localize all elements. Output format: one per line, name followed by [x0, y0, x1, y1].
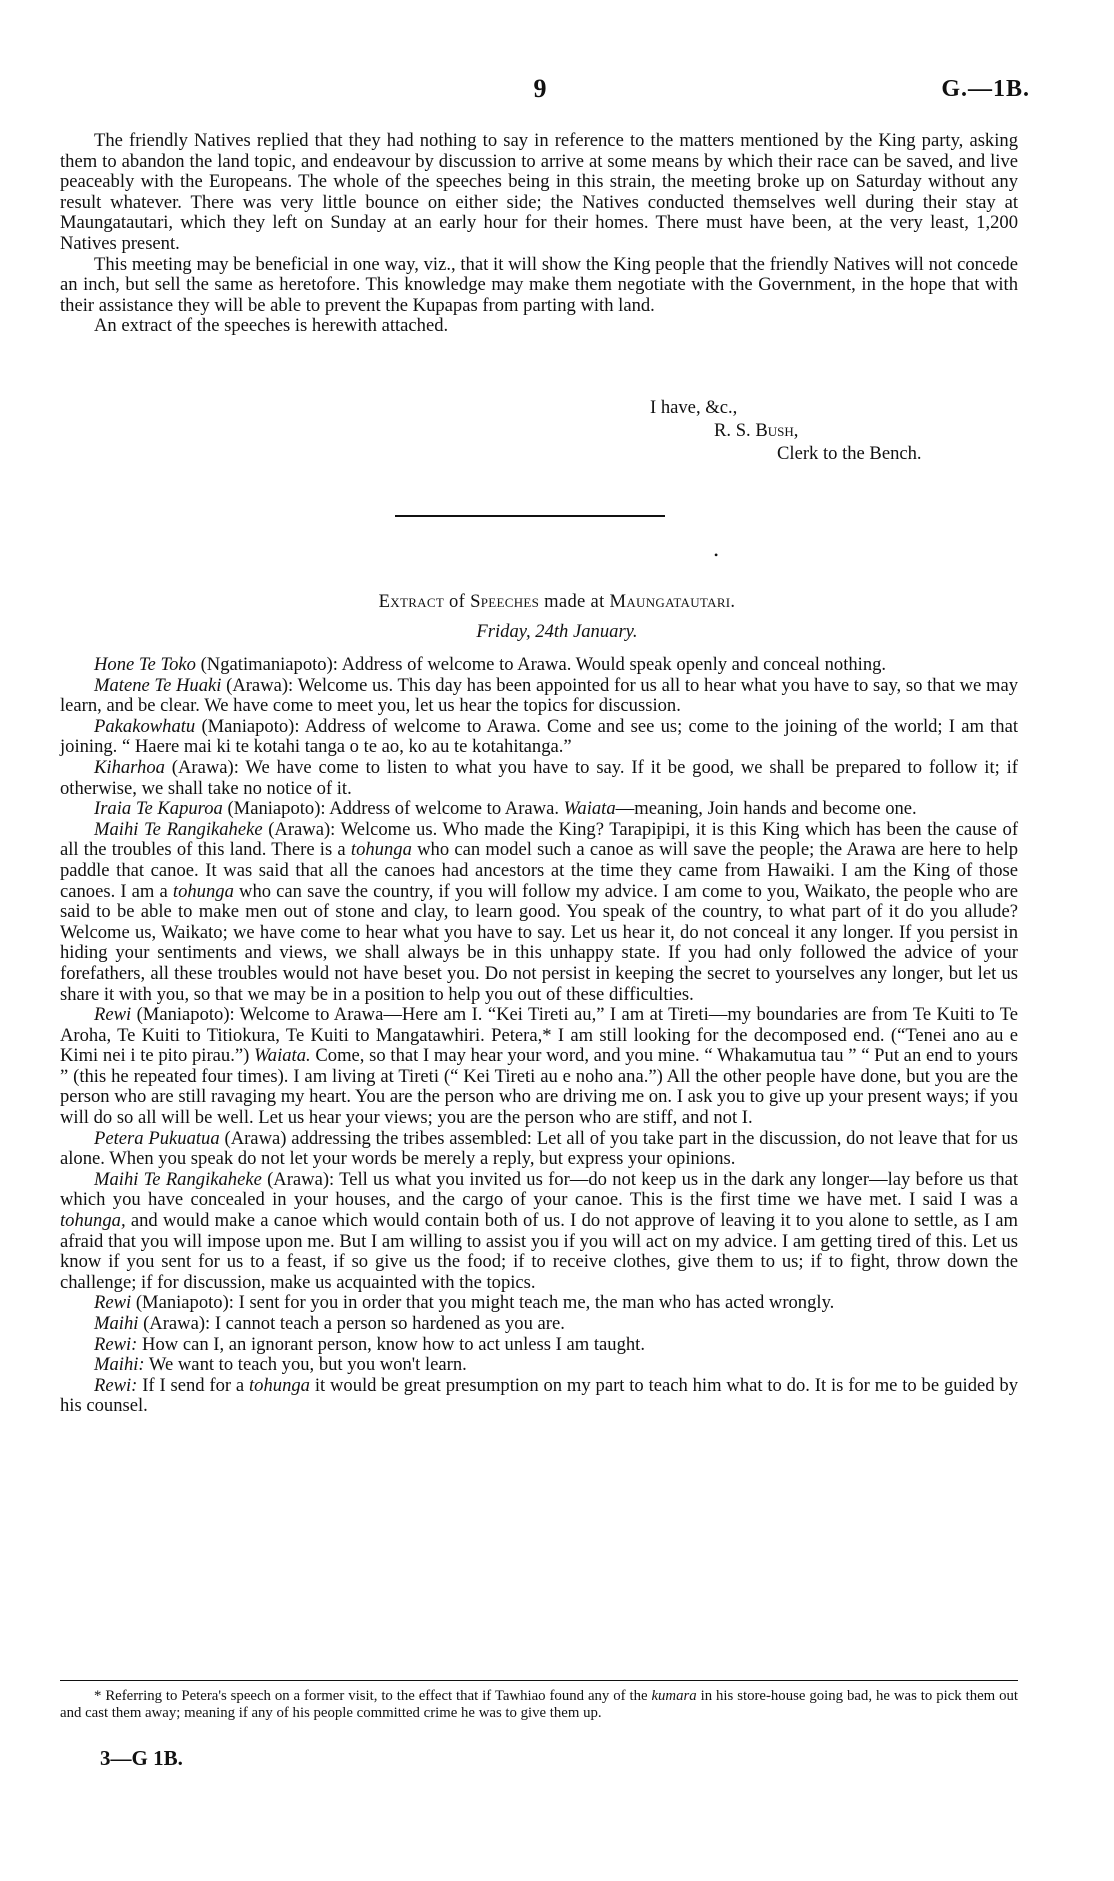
speaker-name: Maihi Te Rangikaheke — [94, 1168, 262, 1190]
speech-text: We want to teach you, but you won't learn. — [148, 1354, 467, 1376]
footnote-text: * Referring to Petera's speech on a former visit, to the effect that if Tawhiao found any of the — [94, 1688, 648, 1704]
speech-paragraph — [60, 1355, 1018, 1376]
speech-paragraph — [60, 1314, 1018, 1335]
speech-text: We have come to listen to what you have to say. If it be good, we shall be prepared to follow it; if otherwise, we shall take no notice of it. — [60, 756, 1018, 799]
speech-text: Address of welcome to Arawa. Come and see us; come to the joining of the world; I am that joining. “ Haere mai ki te kotahi tanga o te ao, ko au te kotahitanga.” — [60, 715, 1019, 758]
speaker-tribe: (Ngatimaniapoto): — [200, 654, 338, 675]
speaker-name: Iraia Te Kapuroa — [94, 798, 223, 820]
speech-text: I cannot teach a person so hardened as you are. — [214, 1313, 565, 1334]
speaker-name: Petera Pukuatua — [94, 1127, 220, 1149]
speech-italic: tohunga — [172, 880, 234, 902]
speaker-tribe: (Arawa): — [171, 756, 239, 778]
speech-paragraph — [60, 655, 1018, 676]
speech-paragraph — [60, 799, 1018, 820]
speech-paragraph — [60, 1129, 1018, 1170]
speech-text: Welcome us. Who made the King? Tarapipipi, it is this King which has been the cause of all the troubles of this land. There is a — [60, 818, 1019, 861]
speech-text: —meaning, Join hands and become one. — [615, 798, 917, 820]
speech-paragraph — [60, 1335, 1018, 1356]
title-place: Maungatautari. — [609, 591, 736, 612]
title-of: of — [449, 591, 466, 612]
speaker-tribe: (Maniapoto): — [201, 715, 300, 737]
speaker-name: Maihi Te Rangikaheke — [94, 818, 263, 840]
speeches-section — [60, 655, 1018, 1417]
speaker-tribe: (Maniapoto): — [136, 1004, 235, 1026]
speaker-name: Maihi: — [94, 1354, 145, 1376]
footnote-italic: kumara — [651, 1688, 697, 1704]
extract-title — [0, 591, 1114, 613]
speech-paragraph — [60, 676, 1018, 717]
speaker-name: Pakakowhatu — [94, 715, 196, 737]
signature-name — [714, 420, 798, 442]
speech-paragraph — [60, 1293, 1018, 1314]
speech-text: who can save the country, if you will follow my advice. I am come to you, Waikato, the people who are said to be able to make men out of stone and clay, to learn good. You speak of the country, to what part of it do you allude? Welcome us, Waikato; we have come to hear what you have to say. Let us hear it, do not conceal it any longer. If you persist in hiding your sentiments and views, we shall always be in this unhappy state. If you had only followed the advice of your forefathers, all these troubles would not have beset you. Do not persist in keeping the secret to yourselves any longer, but let us share it with you, so that we may be in a position to help you out of these difficulties. — [60, 880, 1019, 1005]
footnote — [60, 1688, 1018, 1722]
bullet-dot: • — [714, 548, 719, 562]
speaker-name: Maihi — [94, 1313, 139, 1334]
footnote-divider — [60, 1680, 1018, 1681]
title-extract: Extract — [378, 591, 445, 612]
speech-text: Let all of you take part in the discussion, do not leave that for us alone. When you speak do not let your words be merely a reply, but express your opinions. — [60, 1127, 1019, 1170]
speaker-name: Matene Te Huaki — [94, 674, 222, 696]
signature-name-text: R. S. Bush, — [714, 420, 799, 441]
speech-italic: Waiata. — [254, 1045, 311, 1067]
speech-italic: tohunga — [350, 839, 412, 861]
speech-text: Come, so that I may hear your word, and you mine. “ Whakamutua tau ” “ Put an end to yours ” (this he repeated four times). I am living at Tireti (“ Kei Tireti au e noho ana.”) All the other people have done, but you are the person who are still ravaging my heart. You are the person who are driving me on. I ask you to give up your present ways; if you will do so all will be well. Let us hear your views; you are the person who are stiff, and not I. — [60, 1045, 1018, 1129]
section-divider — [395, 515, 665, 517]
speech-paragraph — [60, 1170, 1018, 1294]
title-made-at: made at — [544, 591, 605, 612]
speech-text: How can I, an ignorant person, know how to act unless I am taught. — [142, 1333, 645, 1355]
speech-paragraph — [60, 758, 1018, 799]
speech-italic: tohunga, — [60, 1210, 126, 1232]
footnote-paragraph — [60, 1688, 1018, 1722]
intro-paragraph: The friendly Natives replied that they had nothing to say in reference to the matters mentioned by the King party, asking them to abandon the land topic, and endeavour by discussion to arrive at some means by which their race can be saved, and live peaceably with the Europeans. The whole of the speeches being in this strain, the meeting broke up on Saturday without any result whatever. There was very little bounce on either side; the Natives conducted themselves well during their stay at Maungatautari, which they left on Sunday at an early hour for their homes. There must have been, at the very least, 1,200 Natives present. — [60, 130, 1018, 254]
speaker-tribe: (Arawa): — [226, 674, 294, 696]
speech-text: Address of welcome to Arawa. Would speak openly and conceal nothing. — [341, 654, 887, 675]
page-number: 9 — [533, 74, 547, 103]
footnote-text: in his store-house going bad, he was to pick them out and cast them away; meaning if any of his people committed crime he was to give them up. — [60, 1688, 1018, 1721]
speech-paragraph — [60, 820, 1018, 1005]
speech-text: Welcome us. This day has been appointed for us all to hear what you have to say, so that we may learn, and be clear. We have come to meet you, let us hear the topics for discussion. — [60, 674, 1018, 717]
speech-paragraph — [60, 1376, 1018, 1417]
speaker-tribe: (Arawa): — [143, 1313, 211, 1334]
intro-paragraph: This meeting may be beneficial in one way, viz., that it will show the King people that the friendly Natives will not concede an inch, but sell the same as heretofore. This knowledge may make them negotiate with the Government, in the hope that with their assistance they will be able to prevent the Kupapas from parting with land. — [60, 253, 1018, 316]
speaker-name: Kiharhoa — [94, 756, 165, 778]
speech-text: Welcome to Arawa—Here am I. “Kei Tireti au,” I am at Tireti—my boundaries are from Te Kuiti to Te Aroha, Te Kuiti to Titiokura, Te Kuiti to Mangatawhiri. Petera,* I am still looking for the decomposed end. (“Tenei ano au e Kimi nei i te pito pirau.”) — [60, 1004, 1019, 1067]
speech-text: and would make a canoe which would contain both of us. I do not approve of leaving it to you alone to settle, as I am afraid that you will impose upon me. But I am willing to assist you if you will act on my advice. I am getting tired of this. Let us know if you sent for us to a feast, if so give us the food; if to receive clothes, give them to us; if to fight, throw down the challenge; if for discussion, make us acquainted with the topics. — [60, 1210, 1018, 1293]
speech-text: Address of welcome to Arawa. — [329, 798, 559, 820]
speech-paragraph — [60, 1005, 1018, 1129]
extract-date: Friday, 24th January. — [476, 621, 638, 642]
speech-text: Tell us what you invited us for—do not keep us in the dark any longer—lay before us that which you have concealed in your houses, and the cargo of your canoe. This is the first time we have met. I said I was a — [60, 1168, 1018, 1211]
speaker-name: Rewi: — [94, 1374, 138, 1396]
speech-paragraph — [60, 717, 1018, 758]
speaker-tribe: (Maniapoto): — [227, 798, 326, 820]
signature-code: 3—G 1B. — [100, 1746, 183, 1770]
intro-section — [60, 131, 1018, 337]
signature-closing: I have, &c., — [650, 397, 738, 418]
speaker-tribe: (Arawa): — [268, 818, 336, 840]
speech-italic: tohunga — [249, 1374, 310, 1396]
speaker-tribe: (Maniapoto): — [135, 1292, 234, 1314]
speech-text: I sent for you in order that you might teach me, the man who has acted wrongly. — [238, 1292, 835, 1314]
speaker-name: Hone Te Toko — [94, 654, 196, 675]
speaker-name: Rewi — [94, 1004, 132, 1026]
speech-text: If I send for a — [142, 1374, 245, 1396]
document-reference: G.—1B. — [941, 76, 1030, 102]
speaker-name: Rewi — [94, 1292, 132, 1314]
speech-italic: Waiata — [563, 798, 616, 820]
speech-text: who can model such a canoe as will save the people; the Arawa are here to help paddle that canoe. It was said that all the canoes had ancestors at the time they came from Hawaiki. I am the King of those canoes. I am a — [60, 839, 1018, 902]
title-speeches: Speeches — [470, 591, 540, 612]
intro-paragraph: An extract of the speeches is herewith attached. — [94, 315, 449, 337]
speech-text: it would be great presumption on my part to teach him what to do. It is for me to be guided by his counsel. — [60, 1374, 1018, 1417]
speaker-tribe: (Arawa): — [267, 1168, 335, 1190]
signature-title: Clerk to the Bench. — [777, 443, 922, 464]
speaker-name: Rewi: — [94, 1333, 138, 1355]
speaker-tribe: (Arawa) addressing the tribes assembled: — [224, 1127, 532, 1149]
